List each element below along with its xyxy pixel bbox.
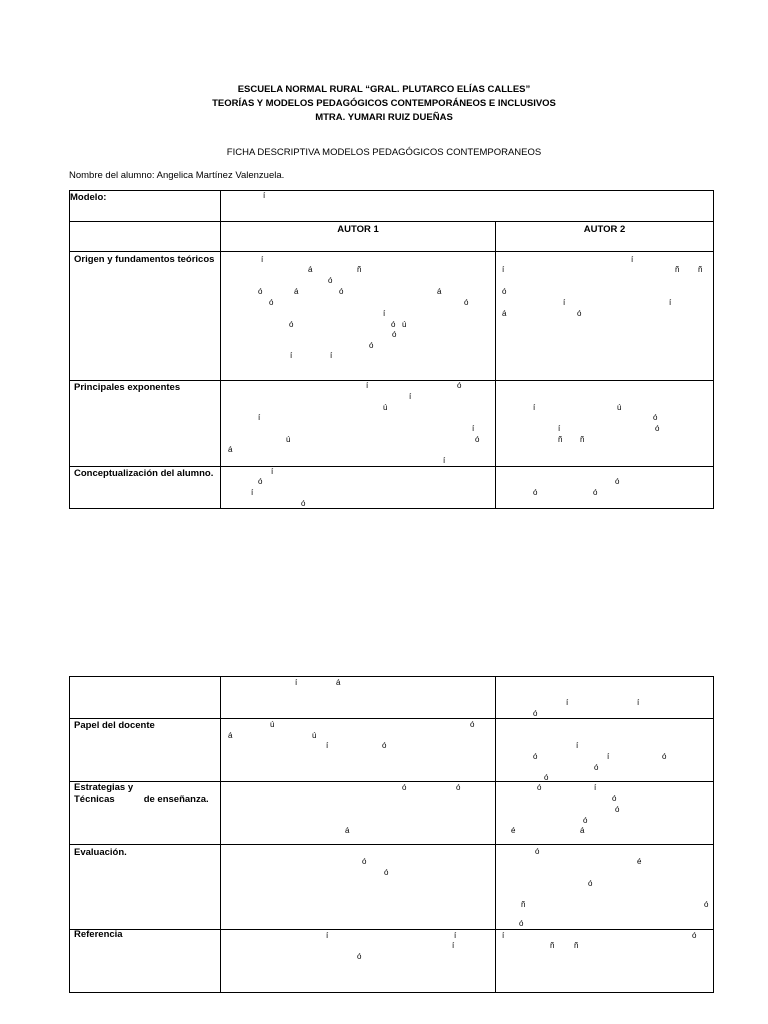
accent-glyph: ó bbox=[704, 900, 709, 909]
accent-glyph: ó bbox=[655, 424, 660, 433]
accent-glyph: ó bbox=[475, 435, 480, 444]
accent-glyph: é bbox=[637, 857, 642, 866]
accent-glyph: ñ bbox=[675, 265, 680, 274]
accent-glyph: ó bbox=[392, 330, 397, 339]
accent-glyph: ó bbox=[384, 868, 389, 877]
accent-glyph: í bbox=[502, 931, 505, 940]
accent-glyph: í bbox=[472, 424, 475, 433]
accent-glyph: á bbox=[228, 445, 233, 454]
accent-glyph: ó bbox=[594, 763, 599, 772]
estrategias-author1-cell bbox=[220, 781, 496, 845]
accent-glyph: ú bbox=[402, 320, 407, 329]
accent-glyph: á bbox=[437, 287, 442, 296]
accent-glyph: í bbox=[533, 403, 536, 412]
accent-glyph: ó bbox=[535, 847, 540, 856]
accent-glyph: ó bbox=[533, 488, 538, 497]
accent-glyph: í bbox=[454, 931, 457, 940]
accent-glyph: ñ bbox=[558, 435, 563, 444]
model-label: Modelo: bbox=[70, 192, 107, 203]
accent-glyph: á bbox=[502, 309, 507, 318]
table-row bbox=[69, 221, 221, 252]
row-label-exponentes: Principales exponentes bbox=[74, 382, 181, 393]
accent-glyph: í bbox=[631, 255, 634, 264]
accent-glyph: í bbox=[566, 698, 569, 707]
row-label-evaluacion: Evaluación. bbox=[74, 847, 127, 858]
referencia-author2-cell bbox=[495, 929, 714, 993]
accent-glyph: ó bbox=[502, 287, 507, 296]
accent-glyph: ó bbox=[457, 381, 462, 390]
accent-glyph: í bbox=[443, 456, 446, 465]
accent-glyph: ó bbox=[269, 298, 274, 307]
row-label-alumno: Conceptualización del alumno. bbox=[74, 468, 214, 479]
accent-glyph: í bbox=[558, 424, 561, 433]
accent-glyph: í bbox=[409, 392, 412, 401]
accent-glyph: ñ bbox=[550, 941, 555, 950]
accent-glyph: ó bbox=[537, 783, 542, 792]
accent-glyph: ú bbox=[286, 435, 291, 444]
alumno-author2-cell bbox=[495, 466, 714, 509]
row-label-docente: Papel del docente bbox=[74, 720, 155, 731]
docente-author1-cell bbox=[220, 718, 496, 782]
accent-glyph: í bbox=[383, 309, 386, 318]
accent-glyph: ó bbox=[583, 816, 588, 825]
accent-glyph: ó bbox=[391, 320, 396, 329]
accent-glyph: ó bbox=[369, 341, 374, 350]
exponentes-author1-cell bbox=[220, 380, 496, 467]
accent-glyph: ó bbox=[301, 499, 306, 508]
accent-glyph: í bbox=[669, 298, 672, 307]
evaluacion-author1-cell bbox=[220, 844, 496, 930]
accent-glyph: ñ bbox=[580, 435, 585, 444]
continuation-author1-cell bbox=[220, 676, 496, 719]
accent-glyph: í bbox=[330, 351, 333, 360]
accent-glyph: ó bbox=[357, 952, 362, 961]
accent-glyph: á bbox=[580, 826, 585, 835]
accent-glyph: í bbox=[251, 488, 254, 497]
accent-glyph: ó bbox=[258, 287, 263, 296]
accent-glyph: í bbox=[637, 698, 640, 707]
accent-glyph: ó bbox=[464, 298, 469, 307]
table-row bbox=[69, 251, 221, 381]
model-value-cell bbox=[220, 190, 714, 222]
accent-glyph: ñ bbox=[698, 265, 703, 274]
accent-glyph: ó bbox=[289, 320, 294, 329]
accent-glyph: ñ bbox=[574, 941, 579, 950]
exponentes-author2-cell bbox=[495, 380, 714, 467]
table-row bbox=[69, 676, 221, 719]
accent-glyph: í bbox=[576, 741, 579, 750]
row-label-estrategias: Estrategias y Técnicas de enseñanza. bbox=[74, 782, 209, 805]
accent-glyph: ó bbox=[533, 752, 538, 761]
row-label-origen: Origen y fundamentos teóricos bbox=[74, 254, 215, 265]
accent-glyph: ú bbox=[270, 720, 275, 729]
accent-glyph: á bbox=[336, 678, 341, 687]
accent-glyph: ó bbox=[519, 919, 524, 928]
estrategias-author2-cell bbox=[495, 781, 714, 845]
accent-glyph: ó bbox=[533, 709, 538, 718]
accent-glyph: í bbox=[366, 381, 369, 390]
accent-glyph: ó bbox=[612, 794, 617, 803]
accent-glyph: í bbox=[607, 752, 610, 761]
accent-glyph: ú bbox=[383, 403, 388, 412]
accent-glyph: í bbox=[261, 255, 264, 264]
accent-glyph: ó bbox=[456, 783, 461, 792]
accent-glyph: ó bbox=[402, 783, 407, 792]
accent-glyph: í bbox=[502, 265, 505, 274]
course-name: TEORÍAS Y MODELOS PEDAGÓGICOS CONTEMPORÁNEOS E INCLUSIVOS bbox=[212, 98, 556, 109]
alumno-author1-cell bbox=[220, 466, 496, 509]
accent-glyph: ñ bbox=[521, 900, 526, 909]
author2-header: AUTOR 2 bbox=[583, 224, 626, 235]
accent-glyph: ó bbox=[615, 477, 620, 486]
accent-glyph: é bbox=[511, 826, 516, 835]
accent-glyph: ú bbox=[312, 731, 317, 740]
accent-glyph: á bbox=[294, 287, 299, 296]
accent-glyph: í bbox=[563, 298, 566, 307]
accent-glyph: ó bbox=[362, 857, 367, 866]
accent-glyph: í bbox=[271, 467, 274, 476]
row-label-referencia: Referencia bbox=[74, 929, 123, 940]
accent-glyph: ó bbox=[588, 879, 593, 888]
accent-glyph: ó bbox=[470, 720, 475, 729]
accent-glyph: ó bbox=[258, 477, 263, 486]
docente-author2-cell bbox=[495, 718, 714, 782]
accent-glyph: ó bbox=[328, 276, 333, 285]
accent-glyph: á bbox=[345, 826, 350, 835]
accent-glyph: ú bbox=[617, 403, 622, 412]
accent-glyph: í bbox=[594, 783, 597, 792]
accent-glyph: í bbox=[258, 413, 261, 422]
accent-glyph: á bbox=[228, 731, 233, 740]
accent-glyph: ó bbox=[615, 805, 620, 814]
accent-glyph: ó bbox=[692, 931, 697, 940]
form-title: FICHA DESCRIPTIVA MODELOS PEDAGÓGICOS CONTEMPORANEOS bbox=[226, 147, 542, 158]
student-name: Nombre del alumno: Angelica Martínez Valenzuela. bbox=[69, 170, 285, 181]
teacher-name: MTRA. YUMARI RUIZ DUEÑAS bbox=[315, 112, 453, 123]
accent-glyph: í bbox=[452, 941, 455, 950]
accent-glyph: ó bbox=[577, 309, 582, 318]
school-name: ESCUELA NORMAL RURAL “GRAL. PLUTARCO ELÍAS CALLES” bbox=[237, 84, 531, 95]
accent-glyph: ñ bbox=[357, 265, 362, 274]
evaluacion-author2-cell bbox=[495, 844, 714, 930]
accent-glyph: í bbox=[295, 678, 298, 687]
accent-glyph: ó bbox=[544, 773, 549, 782]
accent-glyph: á bbox=[308, 265, 313, 274]
accent-glyph: ó bbox=[653, 413, 658, 422]
accent-glyph: ó bbox=[339, 287, 344, 296]
continuation-author2-cell bbox=[495, 676, 714, 719]
author1-header: AUTOR 1 bbox=[337, 224, 379, 235]
accent-glyph: ó bbox=[382, 741, 387, 750]
accent-glyph: í bbox=[326, 931, 329, 940]
accent-glyph: ó bbox=[662, 752, 667, 761]
accent-glyph: í bbox=[326, 741, 329, 750]
accent-glyph: í bbox=[263, 191, 266, 200]
accent-glyph: ó bbox=[593, 488, 598, 497]
origen-author2-cell bbox=[495, 251, 714, 381]
accent-glyph: í bbox=[290, 351, 293, 360]
